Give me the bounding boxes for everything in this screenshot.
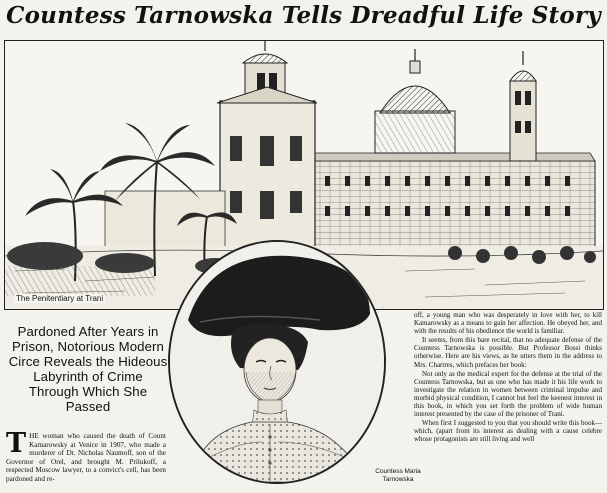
deck-subheadline: Pardoned After Years in Prison, Notorious Modern Circe Reveals the Hideous Labyrinth of Crime Through Which She Passed <box>8 324 168 414</box>
column-paragraph: It seems, from this bare recital, that no adequate defense of the Countess Tarnowska is possible. But Professor Bossi thinks otherwise. Here are his views, as he utters them in the address to Mrs. Chartres, which prefaces her book: <box>414 336 602 369</box>
column-paragraph: When first I suggested to you that you should write this book—which, (apart from its interest as dealing with a cause celebre whose protagonists are still living and well <box>414 419 602 444</box>
article-column <box>414 311 602 445</box>
portrait-caption: Countess Maria Tarnowska <box>375 468 421 483</box>
illustration-caption: The Penitentiary at Trani <box>16 294 104 303</box>
lead-paragraph <box>6 428 166 484</box>
column-paragraph: off, a young man who was desperately in love with her, to kill Kamarowsky as a means to gain her affection. He obeyed her, and with the results of his obedience the world is familiar. <box>414 311 602 336</box>
column-paragraph: Not only as the medical expert for the defense at the trial of the Countess Tarnowska, but as one who has made it his life work to investigate the relation in women between criminal impulse and morbid physical condition, I cannot but feel the keenest interest in this book, in which you set forth the problem of wide human interest presented by the case of the prisoner of Trani. <box>414 369 602 419</box>
lead-text: HE woman who caused the death of Count Kamarowsky at Venice in 1907, who made a murderer of Dr. Nicholas Naumoff, son of the Governor of Orel, and brought M. Prilukoff, a respected Moscow lawyer, to a convict's cell, has been pardoned and re- <box>6 432 166 483</box>
headline: Countess Tarnowska Tells Dreadful Life Story <box>6 2 601 29</box>
drop-cap: T <box>6 428 27 459</box>
portrait-vignette <box>168 240 386 484</box>
